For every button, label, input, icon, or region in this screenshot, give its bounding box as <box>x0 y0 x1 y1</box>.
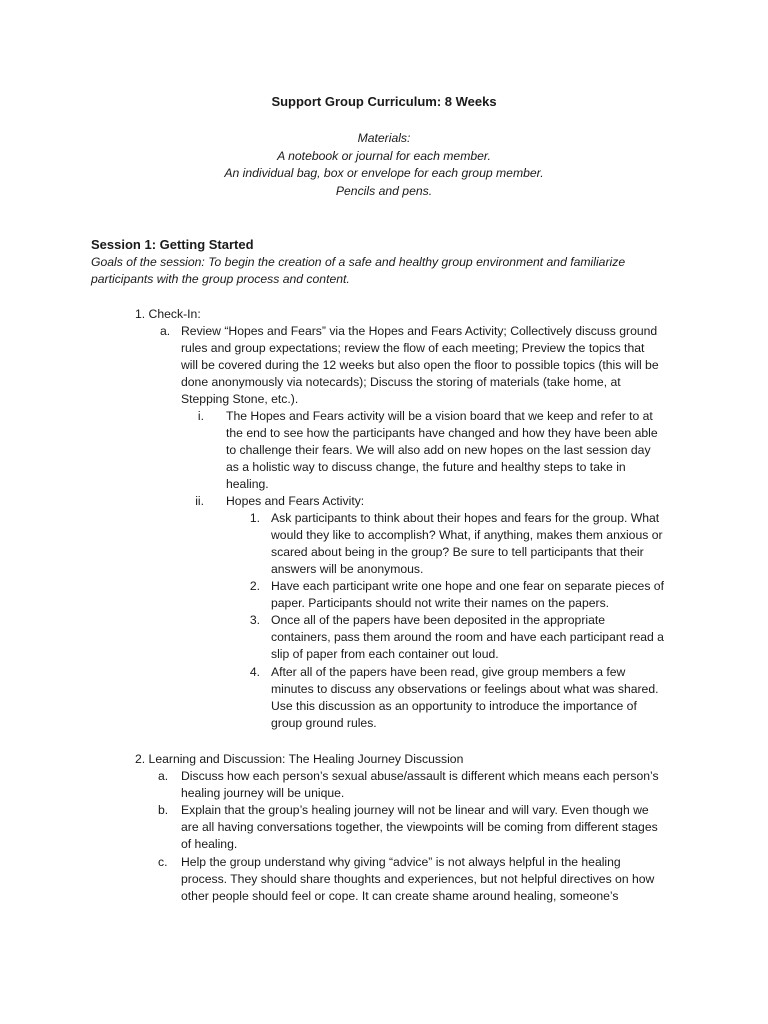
list-item-line: the end to see how the participants have changed and how they have been able <box>226 426 658 440</box>
list-marker: a. <box>158 769 169 783</box>
list-item-line: would they like to accomplish? What, if anything, makes them anxious or <box>271 528 663 542</box>
list-item-line: rules and group expectations; review the flow of each meeting; Preview the topics that <box>181 341 645 355</box>
list-item-line: healing. <box>226 477 269 491</box>
list-item-i <box>226 408 686 493</box>
session-goals <box>91 254 691 288</box>
list-item-line: Help the group understand why giving “advice” is not always helpful in the healing <box>181 855 621 869</box>
list-item-line: paper. Participants should not write their names on the papers. <box>271 596 610 610</box>
materials-block <box>0 130 768 200</box>
section-1-label: 1. Check-In: <box>135 307 201 321</box>
list-item-line: of healing. <box>181 837 238 851</box>
list-item-line: After all of the papers have been read, give group members a few <box>271 665 626 679</box>
list-item-line: other people should feel or cope. It can create shame around healing, someone’s <box>181 889 619 903</box>
list-marker: 2. <box>249 579 260 593</box>
list-marker: b. <box>158 803 169 817</box>
materials-item: A notebook or journal for each member. <box>277 148 491 163</box>
list-item-line: done anonymously via notecards); Discuss the storing of materials (take home, at <box>181 375 621 389</box>
list-item-line: Stepping Stone, etc.). <box>181 392 299 406</box>
list-item-line: scared about being in the group? Be sure to tell participants that their <box>271 545 644 559</box>
list-item-line: Once all of the papers have been deposited in the appropriate <box>271 613 606 627</box>
list-item-ii: Hopes and Fears Activity: <box>226 494 365 508</box>
list-item-line: will be covered during the 12 weeks but also open the floor to possible topics (this will be <box>181 358 659 372</box>
step-item <box>271 510 691 578</box>
list-marker: 1. <box>249 511 260 525</box>
list-item-c <box>181 854 701 905</box>
list-item-line: Use this discussion as an opportunity to introduce the importance of <box>271 699 637 713</box>
list-marker: a. <box>160 324 171 338</box>
list-item-line: slip of paper from each container out loud. <box>271 647 499 661</box>
list-item-line: Explain that the group’s healing journey will not be linear and will vary. Even though we <box>181 803 649 817</box>
list-item-line: Discuss how each person’s sexual abuse/assault is different which means each person’s <box>181 769 659 783</box>
list-item-line: are all having conversations together, the viewpoints will be coming from different stages <box>181 820 658 834</box>
materials-item: Pencils and pens. <box>335 183 433 198</box>
section-2-label: 2. Learning and Discussion: The Healing Journey Discussion <box>135 752 464 766</box>
list-item-line: as a holistic way to discuss change, the future and healthy steps to take in <box>226 460 626 474</box>
session-heading: Session 1: Getting Started <box>91 237 254 252</box>
list-marker: c. <box>158 855 168 869</box>
list-item-line: Have each participant write one hope and one fear on separate pieces of <box>271 579 664 593</box>
materials-item: An individual bag, box or envelope for each group member. <box>224 166 544 180</box>
list-marker: 4. <box>249 665 260 679</box>
list-marker: i. <box>197 409 204 423</box>
document-title: Support Group Curriculum: 8 Weeks <box>271 94 497 109</box>
step-item <box>271 664 691 732</box>
list-item-line: The Hopes and Fears activity will be a vision board that we keep and refer to at <box>226 409 653 423</box>
list-marker: ii. <box>195 494 204 508</box>
list-item-line: minutes to discuss any observations or feelings about what was shared. <box>271 682 659 696</box>
list-item-line: Ask participants to think about their hopes and fears for the group. What <box>271 511 660 525</box>
list-item-line: Review “Hopes and Fears” via the Hopes and Fears Activity; Collectively discuss ground <box>181 324 658 338</box>
step-item <box>271 578 691 612</box>
list-item-a <box>181 768 701 802</box>
list-item-b <box>181 802 701 853</box>
list-item-line: to challenge their fears. We will also add on new hopes on the last session day <box>226 443 651 457</box>
list-item-line: healing journey will be unique. <box>181 786 345 800</box>
list-item-line: process. They should share thoughts and experiences, but not helpful directives on how <box>181 872 655 886</box>
materials-heading: Materials: <box>357 131 411 145</box>
list-item-line: group ground rules. <box>271 716 377 730</box>
list-item-a <box>181 323 701 408</box>
list-item-line: answers will be anonymous. <box>271 562 424 576</box>
list-item-line: containers, pass them around the room and have each participant read a <box>271 630 664 644</box>
list-marker: 3. <box>249 613 260 627</box>
goals-line: participants with the group process and content. <box>91 272 350 286</box>
step-item <box>271 612 691 663</box>
goals-line: Goals of the session: To begin the creation of a safe and healthy group environment and familiarize <box>91 255 626 269</box>
